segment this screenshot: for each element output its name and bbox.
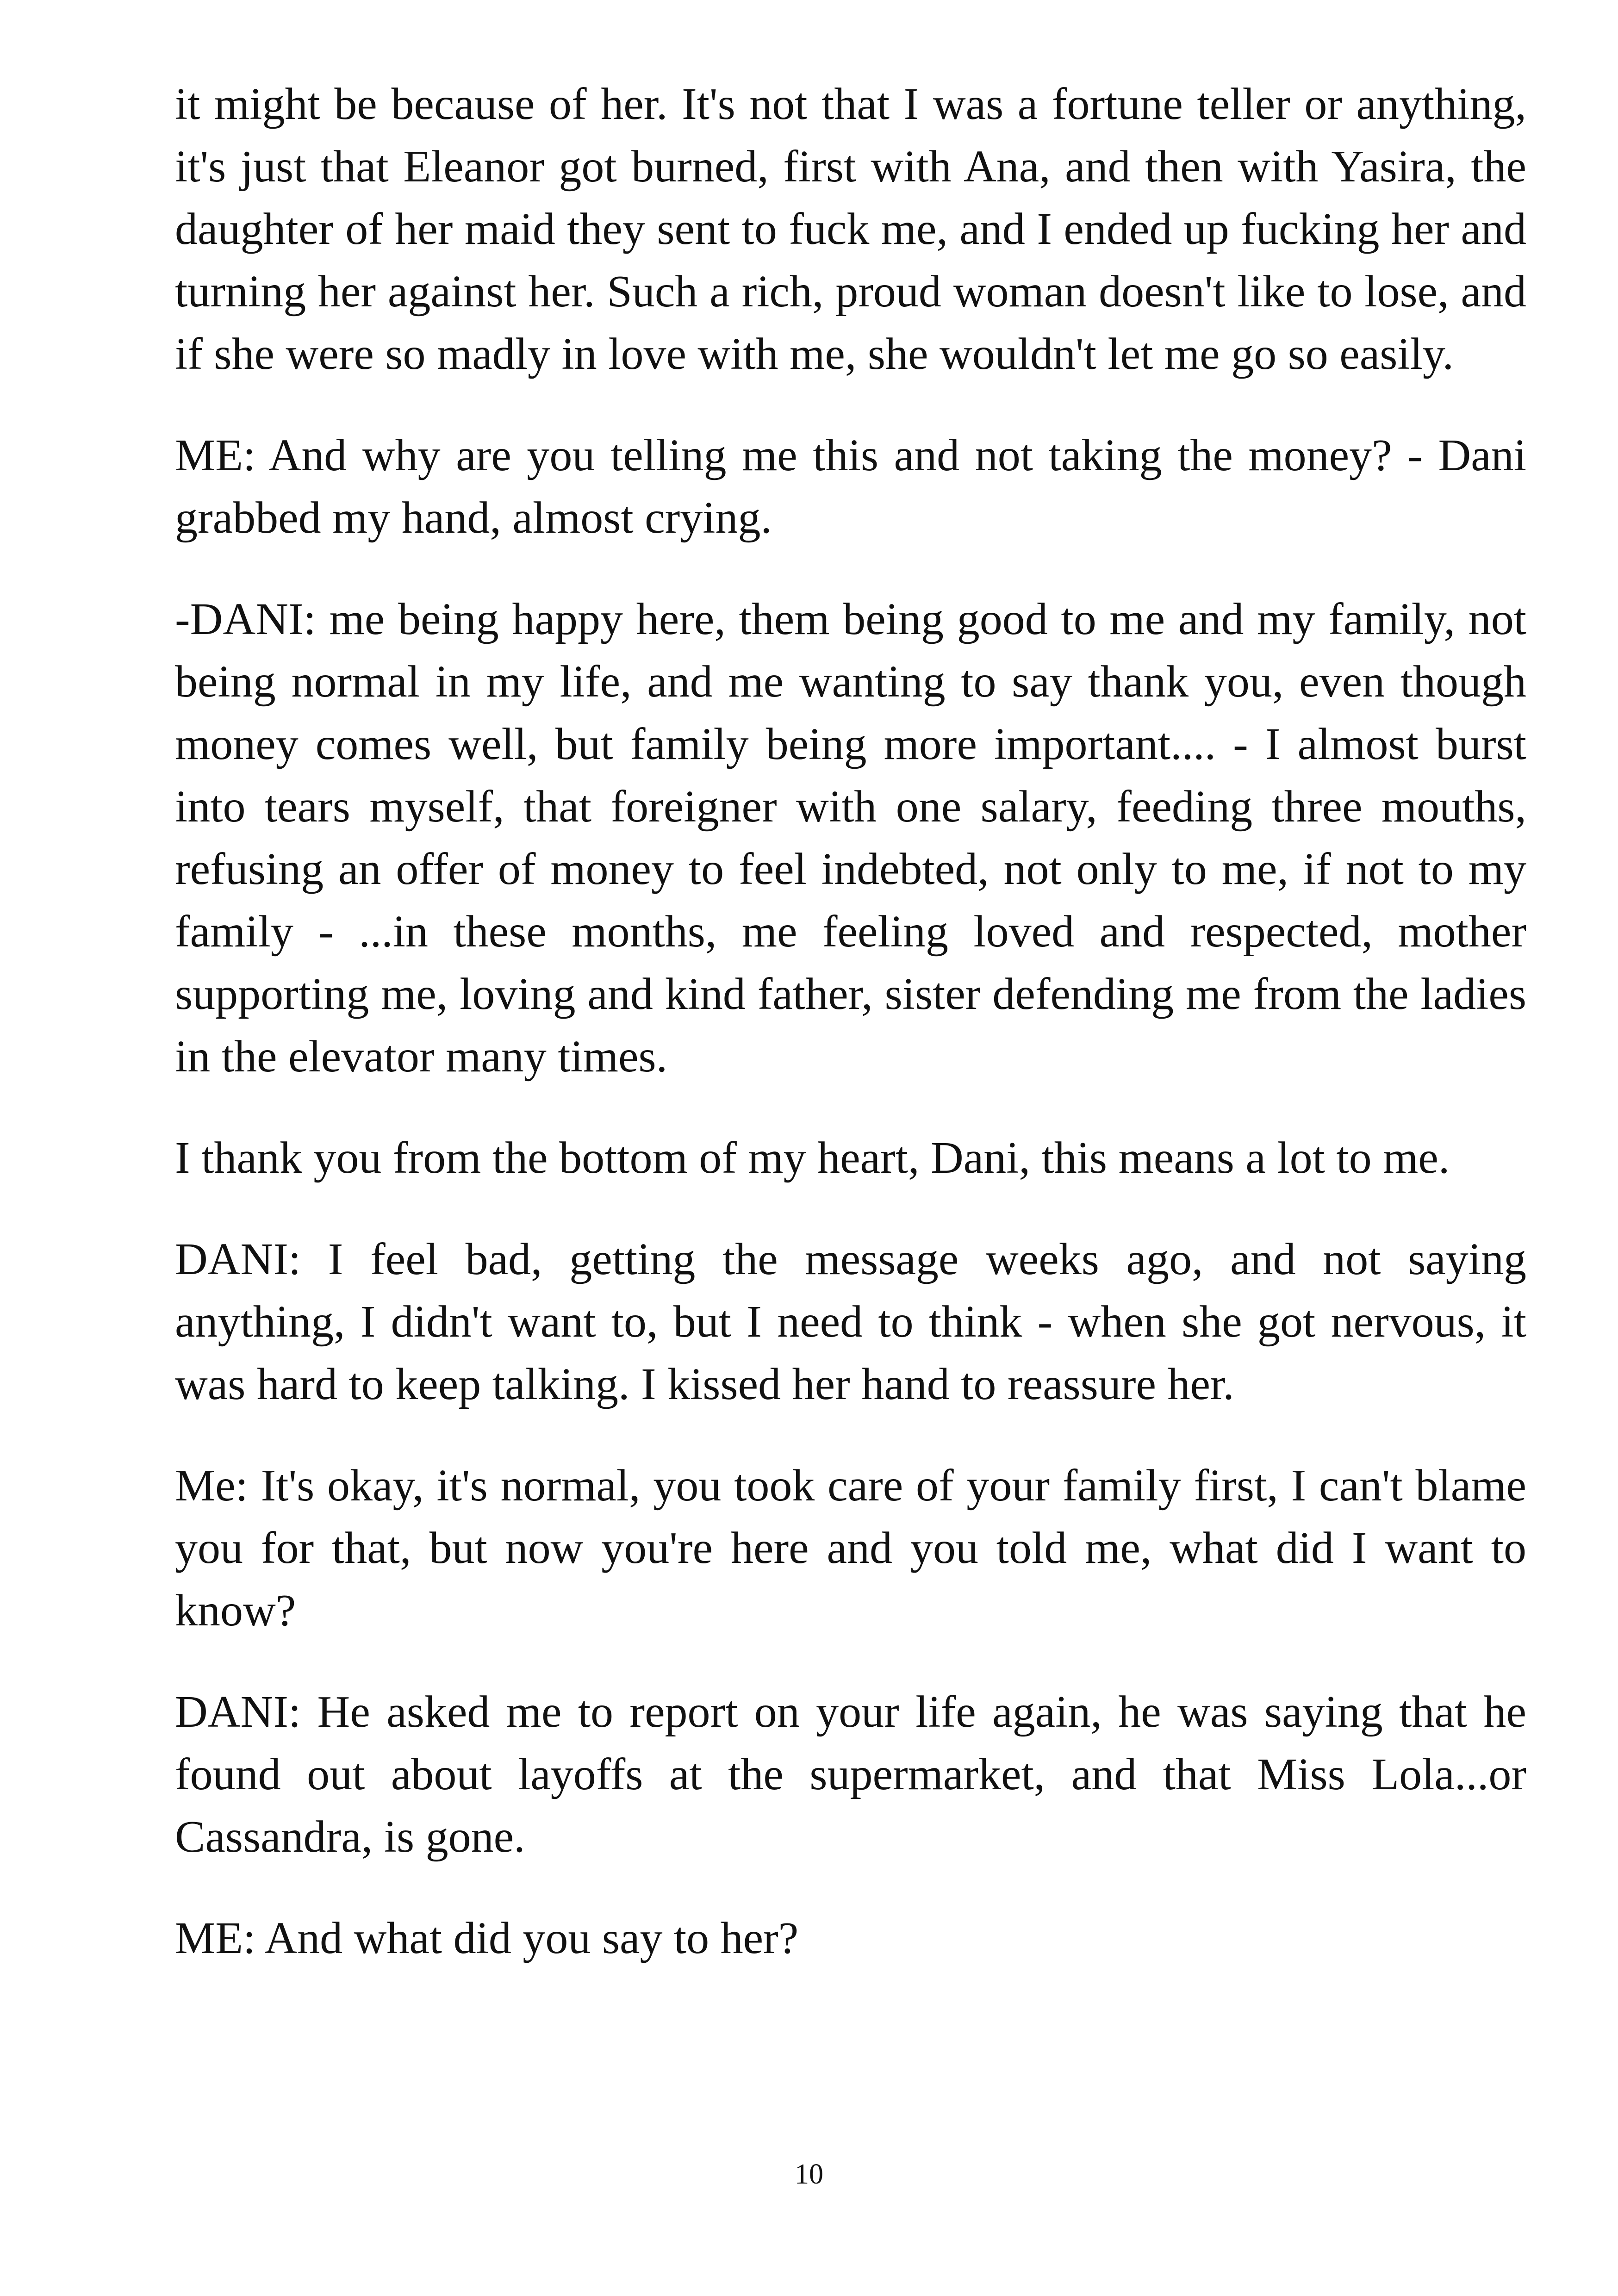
- paragraph-4: I thank you from the bottom of my heart, Dani, this means a lot to me.: [175, 1133, 1450, 1183]
- paragraph-6: Me: It's okay, it's normal, you took care of your family first, I can't blame you for that, but now you're here and you told me, what did I want to know?: [175, 1461, 1526, 1636]
- paragraph-1: it might be because of her. It's not that I was a fortune teller or anything, it's just that Eleanor got burned, first with Ana, and then with Yasira, the daughter of her maid they sent to fuck me, and I ended up fucking her and turning her against her. Such a rich, proud woman doesn't like to lose, and if she were so madly in love with me, she wouldn't let me go so easily.: [175, 79, 1526, 379]
- paragraph-7: DANI: He asked me to report on your life again, he was saying that he found out about layoffs at the supermarket, and that Miss Lola...or Cassandra, is gone.: [175, 1687, 1526, 1862]
- paragraph-2: ME: And why are you telling me this and not taking the money? - Dani grabbed my hand, almost crying.: [175, 430, 1526, 543]
- paragraph-8: ME: And what did you say to her?: [175, 1913, 799, 1963]
- paragraph-5: DANI: I feel bad, getting the message weeks ago, and not saying anything, I didn't want to, but I need to think - when she got nervous, it was hard to keep talking. I kissed her hand to reassure her.: [175, 1234, 1526, 1409]
- page-number: 10: [795, 2159, 823, 2190]
- body-text: [175, 73, 1526, 2009]
- paragraph-3: -DANI: me being happy here, them being good to me and my family, not being normal in my life, and me wanting to say thank you, even though money comes well, but family being more important.... - I almost burst into tears myself, that foreigner with one salary, feeding three mouths, refusing an offer of money to feel indebted, not only to me, if not to my family - ...in these months, me feeling loved and respected, mother supporting me, loving and kind father, sister defending me from the ladies in the elevator many times.: [175, 594, 1526, 1082]
